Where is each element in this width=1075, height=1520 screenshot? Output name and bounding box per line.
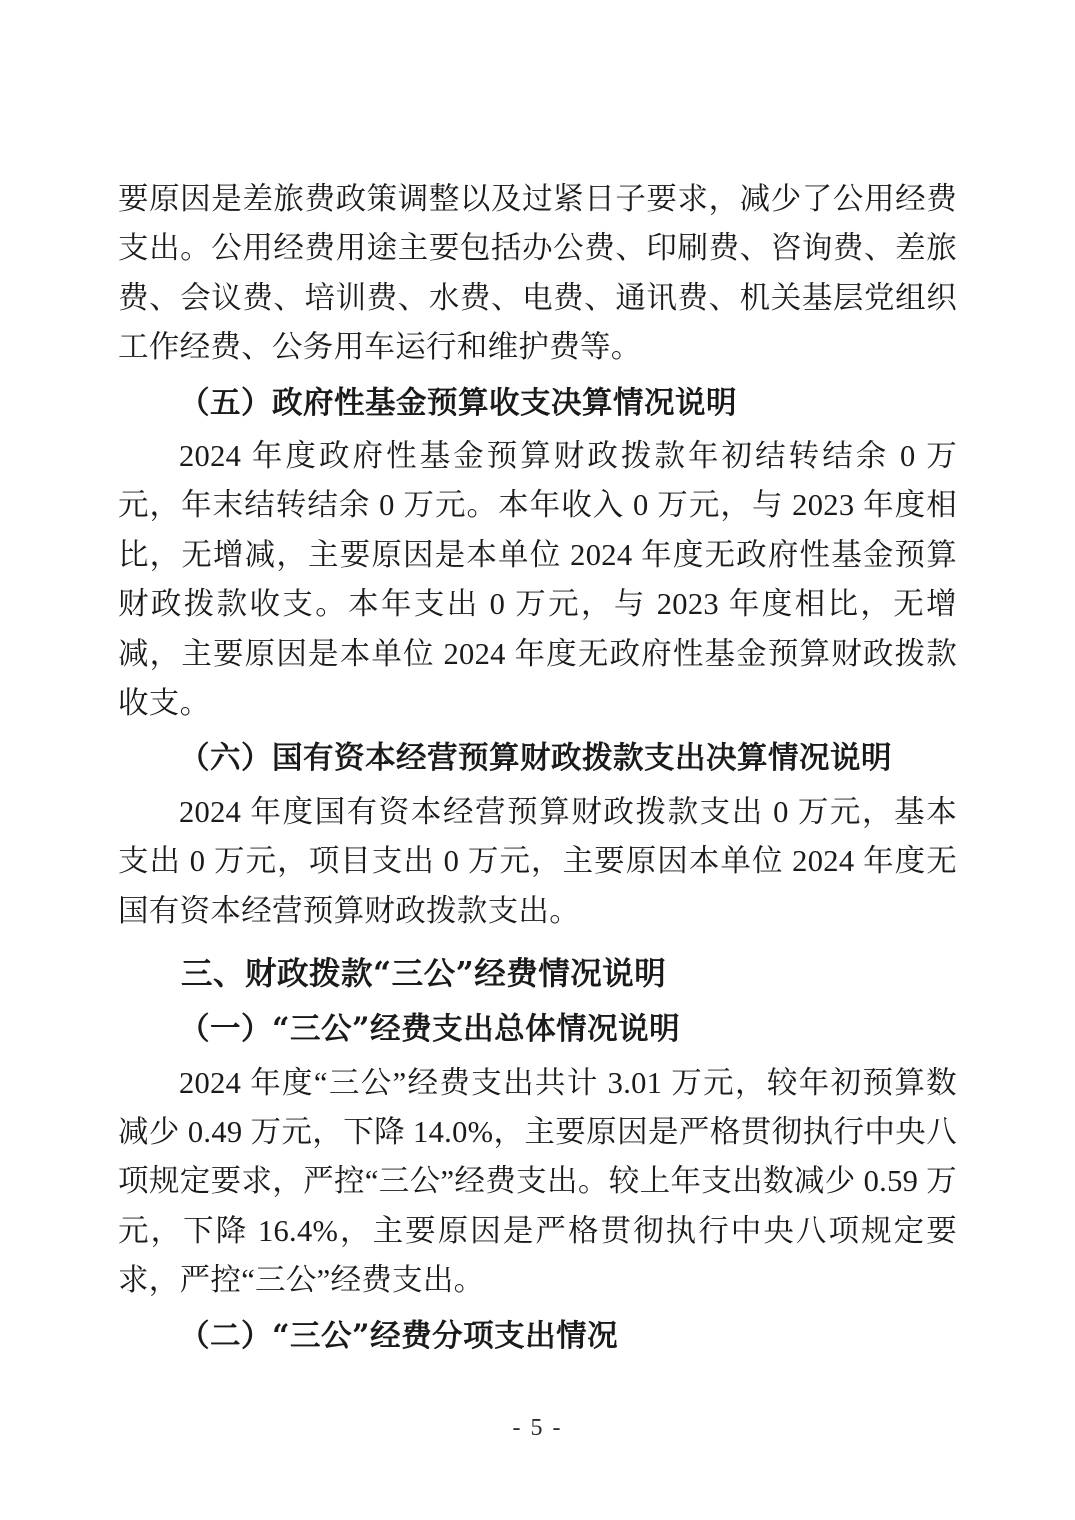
paragraph-text: 2024 年度政府性基金预算财政拨款年初结转结余 0 万元，年末结转结余 0 万元。本年收入 0 万元，与 2023 年度相比，无增减，主要原因是本单位 2024 年度无政府性基金预算财政拨款收支。本年支出 0 万元，与 2023 年度相比，无增减，主要原因是本单位 2024 年度无政府性基金预算财政拨款收支。 [118,439,957,721]
paragraph-text: 要原因是差旅费政策调整以及过紧日子要求，减少了公用经费支出。公用经费用途主要包括办公费、印刷费、咨询费、差旅费、会议费、培训费、水费、电费、通讯费、机关基层党组织工作经费、公务用车运行和维护费等。 [118,182,957,365]
paragraph-government-fund-budget [118,432,957,728]
heading-text: （五）政府性基金预算收支决算情况说明 [179,384,737,421]
heading-text: （一）“三公”经费支出总体情况说明 [179,1011,681,1048]
section-heading-one [118,1005,957,1054]
heading-text: （六）国有资本经营预算财政拨款支出决算情况说明 [179,740,892,777]
section-heading-three [118,948,957,999]
heading-text: 三、财政拨款“三公”经费情况说明 [181,955,667,993]
heading-text: （二）“三公”经费分项支出情况 [179,1317,619,1354]
section-heading-six [118,734,957,783]
paragraph-text: 2024 年度“三公”经费支出共计 3.01 万元，较年初预算数减少 0.49 万元，下降 14.0%，主要原因是严格贯彻执行中央八项规定要求，严控“三公”经费支出。较上年支出数减少 0.59 万元，下降 16.4%，主要原因是严格贯彻执行中央八项规定要求，严控“三公”经费支出。 [118,1065,957,1298]
paragraph-three-public-expenses-overall [118,1059,957,1306]
section-heading-two [118,1312,957,1361]
page-number: - 5 - [512,1415,563,1441]
section-heading-five [118,379,957,428]
paragraph-public-funds-usage [118,175,957,373]
paragraph-text: 2024 年度国有资本经营预算财政拨款支出 0 万元，基本支出 0 万元，项目支出 0 万元，主要原因本单位 2024 年度无国有资本经营预算财政拨款支出。 [118,794,957,928]
paragraph-state-capital-budget [118,788,957,936]
